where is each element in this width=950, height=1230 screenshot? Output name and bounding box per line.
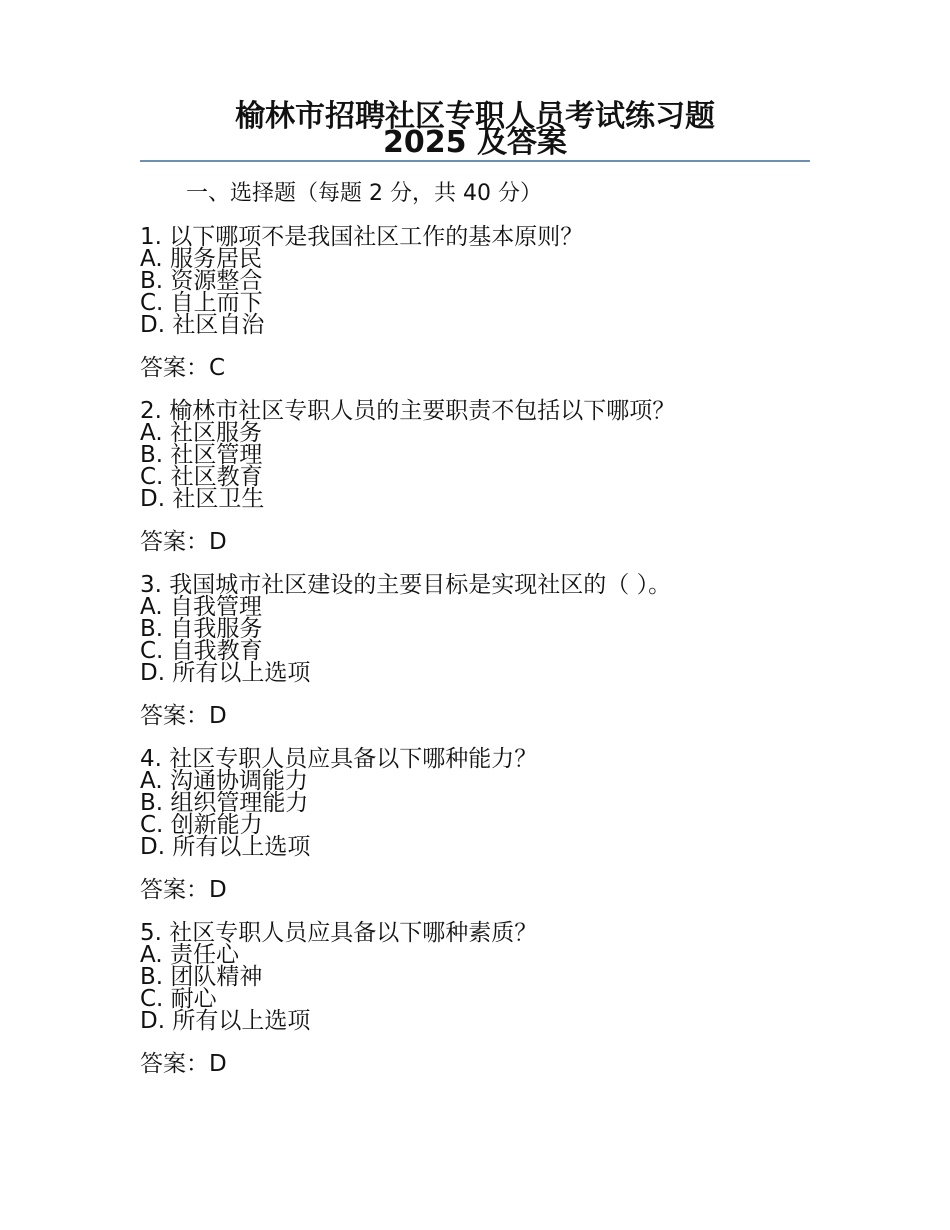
option-a: A. 自我管理	[140, 594, 262, 620]
option-b: B. 团队精神	[140, 964, 263, 990]
question-1	[140, 226, 820, 400]
answer-line: 答案：D	[140, 877, 227, 903]
question-stem: 2. 榆林市社区专职人员的主要职责不包括以下哪项？	[140, 398, 676, 424]
option-a: A. 责任心	[140, 942, 239, 968]
question-stem: 3. 我国城市社区建设的主要目标是实现社区的（ ）。	[140, 572, 672, 598]
option-a: A. 服务居民	[140, 246, 262, 272]
option-c: C. 耐心	[140, 986, 217, 1012]
option-b: B. 组织管理能力	[140, 790, 309, 816]
answer-line: 答案：D	[140, 703, 227, 729]
question-3	[140, 574, 820, 748]
option-d: D. 社区卫生	[140, 486, 265, 512]
option-b: B. 资源整合	[140, 268, 263, 294]
option-b: B. 自我服务	[140, 616, 263, 642]
page-title	[140, 99, 810, 160]
option-d: D. 社区自治	[140, 312, 265, 338]
question-4	[140, 748, 820, 922]
question-stem: 1. 以下哪项不是我国社区工作的基本原则？	[140, 224, 584, 250]
option-d: D. 所有以上选项	[140, 660, 311, 686]
question-stem: 4. 社区专职人员应具备以下哪种能力？	[140, 746, 538, 772]
section-heading: 一、选择题（每题 2 分，共 40 分）	[186, 181, 542, 206]
question-5	[140, 922, 820, 1096]
option-c: C. 自我教育	[140, 638, 263, 664]
question-2	[140, 400, 820, 574]
option-a: A. 社区服务	[140, 420, 262, 446]
title-line-2: 2025 及答案	[383, 125, 567, 160]
answer-line: 答案：D	[140, 529, 227, 555]
option-d: D. 所有以上选项	[140, 1008, 311, 1034]
option-c: C. 自上而下	[140, 290, 263, 316]
option-b: B. 社区管理	[140, 442, 263, 468]
question-list	[140, 226, 820, 1096]
title-divider	[140, 160, 810, 162]
question-stem: 5. 社区专职人员应具备以下哪种素质？	[140, 920, 538, 946]
answer-line: 答案：D	[140, 1051, 227, 1077]
option-c: C. 社区教育	[140, 464, 263, 490]
answer-line: 答案：C	[140, 355, 226, 381]
title-line-1: 榆林市招聘社区专职人员考试练习题	[235, 99, 715, 134]
option-c: C. 创新能力	[140, 812, 263, 838]
option-d: D. 所有以上选项	[140, 834, 311, 860]
option-a: A. 沟通协调能力	[140, 768, 308, 794]
